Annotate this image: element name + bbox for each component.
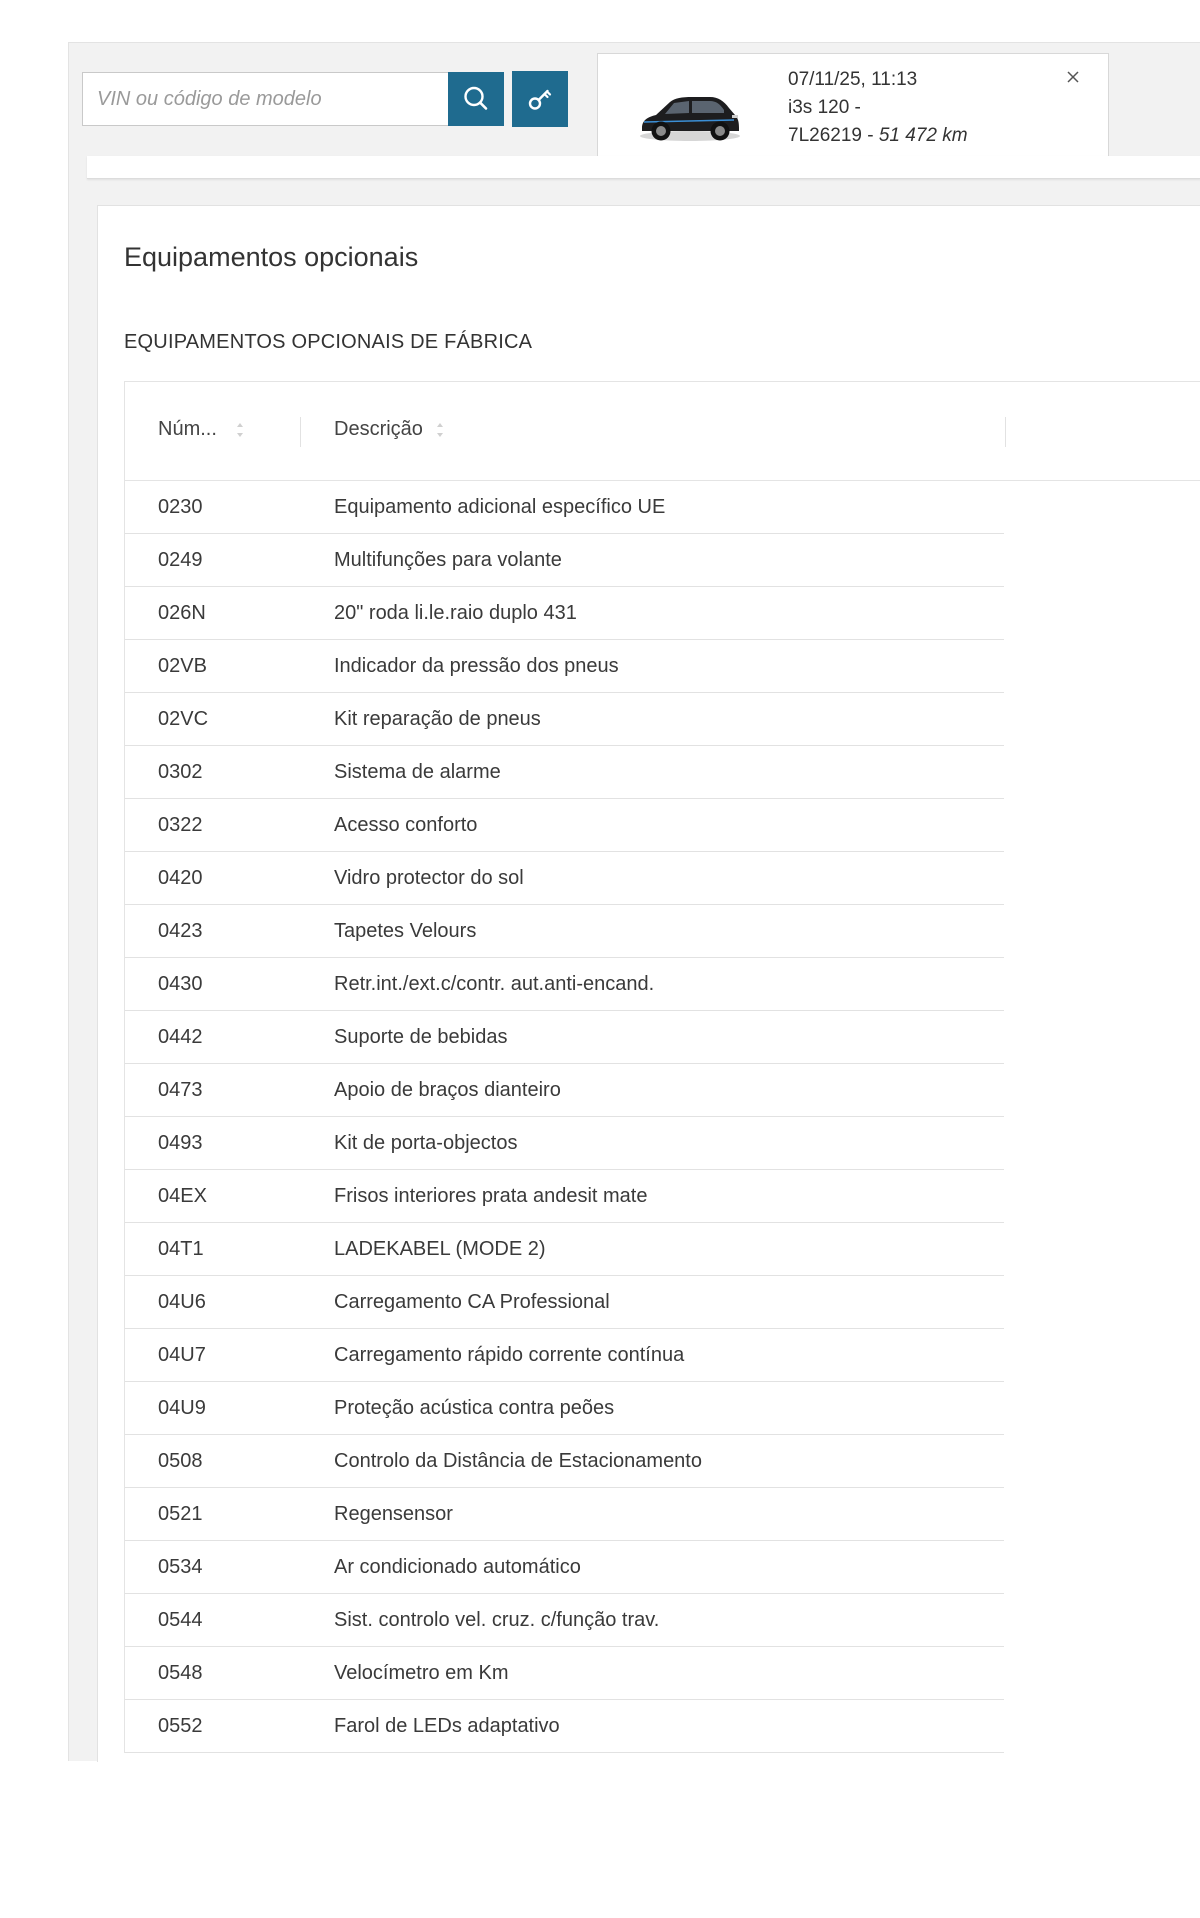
table-header: [124, 381, 1200, 481]
table-row[interactable]: [125, 1011, 1004, 1064]
car-image: [634, 84, 744, 144]
equipment-description: Controlo da Distância de Estacionamento: [334, 1450, 702, 1472]
equipment-code: 0544: [158, 1609, 203, 1631]
table-row[interactable]: [125, 1382, 1004, 1435]
table-row[interactable]: [125, 481, 1004, 534]
equipment-code: 0423: [158, 920, 203, 942]
equipment-description: Multifunções para volante: [334, 549, 562, 571]
table-row[interactable]: [125, 1541, 1004, 1594]
equipment-description: Indicador da pressão dos pneus: [334, 655, 619, 677]
table-row[interactable]: [125, 1223, 1004, 1276]
equipment-code: 0230: [158, 496, 203, 518]
equipment-code: 0534: [158, 1556, 203, 1578]
equipment-description: Equipamento adicional específico UE: [334, 496, 666, 518]
equipment-code: 0493: [158, 1132, 203, 1154]
equipment-description: Carregamento rápido corrente contínua: [334, 1344, 685, 1366]
equipment-code: 04T1: [158, 1238, 204, 1260]
app-window: [68, 42, 1200, 1761]
table-row[interactable]: [125, 1594, 1004, 1647]
equipment-description: Tapetes Velours: [334, 920, 477, 942]
vehicle-mileage: 51 472 km: [878, 125, 968, 146]
column-header-code[interactable]: [158, 418, 245, 441]
equipment-code: 04U6: [158, 1291, 206, 1313]
table-row[interactable]: [125, 1647, 1004, 1700]
previous-card-edge: [87, 156, 1200, 179]
column-header-description-label: Descrição: [334, 418, 423, 440]
vehicle-tab[interactable]: [597, 53, 1109, 156]
column-separator: [1005, 417, 1006, 447]
table-row[interactable]: [125, 1700, 1004, 1753]
column-separator: [300, 417, 301, 447]
equipment-description: Kit de porta-objectos: [334, 1132, 518, 1154]
sort-icon: [435, 420, 445, 440]
vehicle-model: i3s 120 -: [788, 97, 861, 118]
table-row[interactable]: [125, 1488, 1004, 1541]
key-button[interactable]: [512, 71, 568, 127]
card-title: Equipamentos opcionais: [124, 242, 419, 272]
optional-equipment-card: [97, 205, 1200, 1762]
column-header-code-label: Núm...: [158, 418, 217, 440]
table-row[interactable]: [125, 640, 1004, 693]
equipment-code: 0302: [158, 761, 203, 783]
table-row[interactable]: [125, 693, 1004, 746]
equipment-code: 04EX: [158, 1185, 207, 1207]
equipment-code: 0442: [158, 1026, 203, 1048]
table-row[interactable]: [125, 852, 1004, 905]
equipment-code: 0508: [158, 1450, 203, 1472]
equipment-description: 20" roda li.le.raio duplo 431: [334, 602, 577, 624]
equipment-description: Farol de LEDs adaptativo: [334, 1715, 560, 1737]
equipment-code: 02VB: [158, 655, 207, 677]
equipment-description: Vidro protector do sol: [334, 867, 524, 889]
equipment-description: Frisos interiores prata andesit mate: [334, 1185, 648, 1207]
close-tab-button[interactable]: [1062, 66, 1084, 88]
table-row[interactable]: [125, 1276, 1004, 1329]
equipment-description: Regensensor: [334, 1503, 453, 1525]
equipment-code: 0552: [158, 1715, 203, 1737]
equipment-description: LADEKABEL (MODE 2): [334, 1238, 546, 1260]
equipment-code: 02VC: [158, 708, 209, 730]
equipment-code: 04U9: [158, 1397, 206, 1419]
equipment-code: 0249: [158, 549, 203, 571]
vehicle-code-mileage: [788, 122, 968, 150]
equipment-code: 0521: [158, 1503, 203, 1525]
column-header-description[interactable]: [334, 418, 445, 441]
equipment-description: Velocímetro em Km: [334, 1662, 509, 1684]
equipment-description: Kit reparação de pneus: [334, 708, 541, 730]
equipment-table: [124, 381, 1200, 1753]
vehicle-separator: -: [861, 125, 879, 146]
equipment-code: 0473: [158, 1079, 203, 1101]
table-row[interactable]: [125, 799, 1004, 852]
close-icon: [1066, 70, 1080, 84]
equipment-description: Apoio de braços dianteiro: [334, 1079, 561, 1101]
search-box: [82, 72, 502, 126]
equipment-code: 0322: [158, 814, 203, 836]
vehicle-info: [788, 66, 968, 150]
equipment-description: Sistema de alarme: [334, 761, 501, 783]
table-body: [124, 481, 1004, 1753]
section-title: EQUIPAMENTOS OPCIONAIS DE FÁBRICA: [124, 331, 533, 353]
equipment-code: 0420: [158, 867, 203, 889]
vehicle-datetime: 07/11/25, 11:13: [788, 69, 918, 90]
equipment-code: 0430: [158, 973, 203, 995]
equipment-code: 0548: [158, 1662, 203, 1684]
table-row[interactable]: [125, 958, 1004, 1011]
table-row[interactable]: [125, 1170, 1004, 1223]
table-row[interactable]: [125, 587, 1004, 640]
vin-search-input[interactable]: [83, 73, 433, 125]
equipment-description: Suporte de bebidas: [334, 1026, 508, 1048]
table-row[interactable]: [125, 534, 1004, 587]
equipment-code: 04U7: [158, 1344, 206, 1366]
equipment-description: Carregamento CA Professional: [334, 1291, 610, 1313]
search-button[interactable]: [448, 72, 504, 126]
vehicle-code: 7L26219: [788, 125, 862, 146]
sort-icon: [235, 420, 245, 440]
search-icon: [461, 84, 491, 114]
table-row[interactable]: [125, 746, 1004, 799]
equipment-description: Retr.int./ext.c/contr. aut.anti-encand.: [334, 973, 655, 995]
equipment-description: Proteção acústica contra peões: [334, 1397, 615, 1419]
table-row[interactable]: [125, 1117, 1004, 1170]
table-row[interactable]: [125, 1435, 1004, 1488]
table-row[interactable]: [125, 1064, 1004, 1117]
key-icon: [525, 84, 555, 114]
equipment-code: 026N: [158, 602, 206, 624]
table-row[interactable]: [125, 1329, 1004, 1382]
table-row[interactable]: [125, 905, 1004, 958]
equipment-description: Ar condicionado automático: [334, 1556, 581, 1578]
equipment-description: Sist. controlo vel. cruz. c/função trav.: [334, 1609, 660, 1631]
equipment-description: Acesso conforto: [334, 814, 478, 836]
